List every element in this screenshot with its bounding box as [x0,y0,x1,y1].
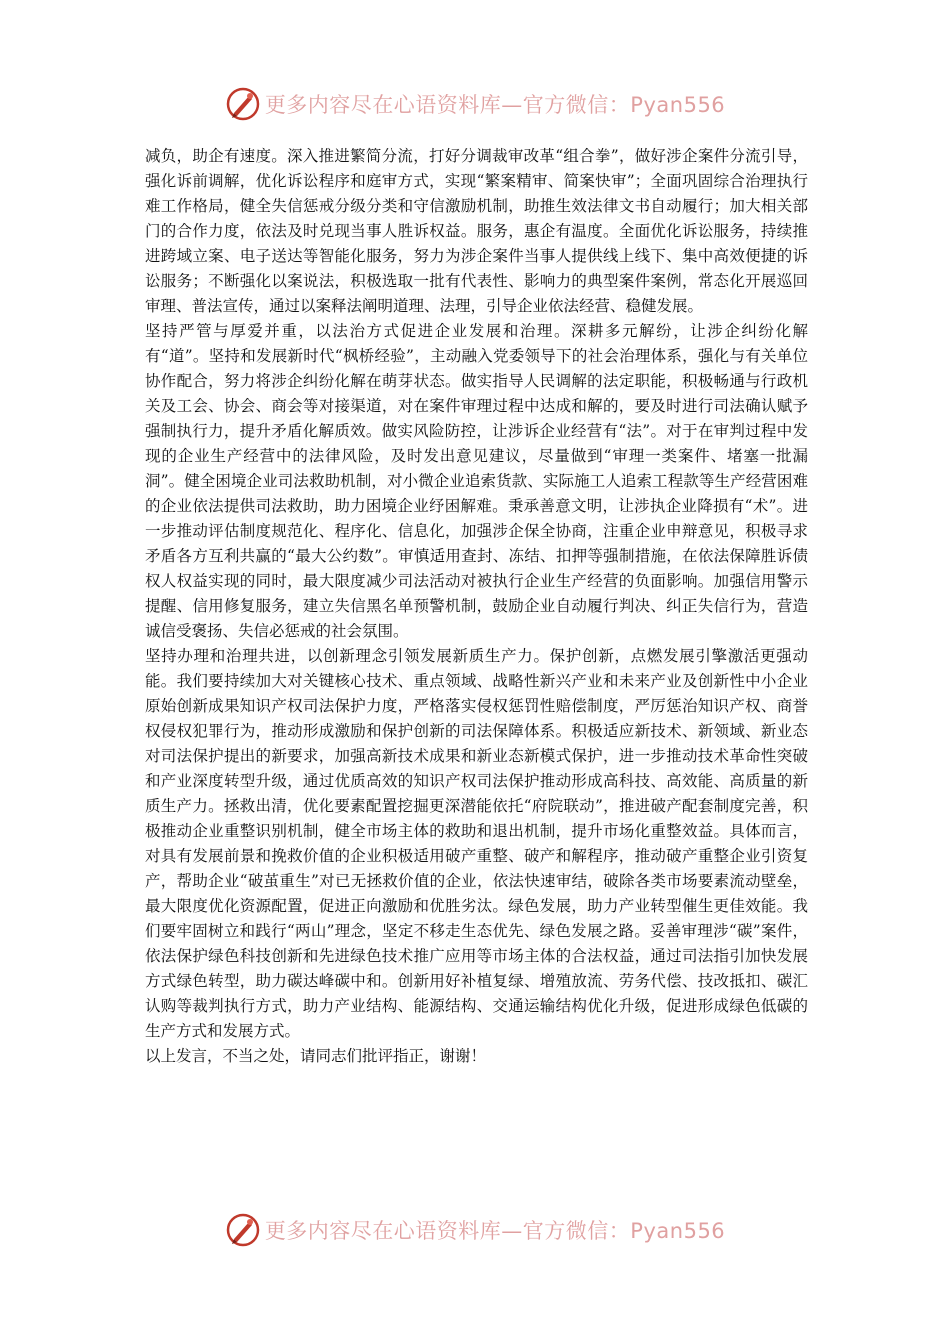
paragraph-3: 坚持办理和治理共进，以创新理念引领发展新质生产力。保护创新，点燃发展引擎激活更强动能。我们要持续加大对关键核心技术、重点领域、战略性新兴产业和未来产业及创新性中小企业原始创新成果知识产权司法保护力度，严格落实侵权惩罚性赔偿制度，严厉惩治知识产权、商誉权侵权犯罪行为，推动形成激励和保护创新的司法保障体系。积极适应新技术、新领域、新业态对司法保护提出的新要求，加强高新技术成果和新业态新模式保护，进一步推动技术革命性突破和产业深度转型升级，通过优质高效的知识产权司法保护推动形成高科技、高效能、高质量的新质生产力。拯救出清，优化要素配置挖掘更深潜能依托“府院联动”，推进破产配套制度完善，积极推动企业重整识别机制，健全市场主体的救助和退出机制，提升市场化重整效益。具体而言，对具有发展前景和挽救价值的企业积极适用破产重整、破产和解程序，推动破产重整企业引资复产，帮助企业“破茧重生”对已无拯救价值的企业，依法快速审结，破除各类市场要素流动壁垒，最大限度优化资源配置，促进正向激励和优胜劣汰。绿色发展，助力产业转型催生更佳效能。我们要牢固树立和践行“两山”理念，坚定不移走生态优先、绿色发展之路。妥善审理涉“碳”案件，依法保护绿色科技创新和先进绿色技术推广应用等市场主体的合法权益，通过司法指引加快发展方式绿色转型，助力碳达峰碳中和。创新用好补植复绿、增殖放流、劳务代偿、技改抵扣、碳汇认购等裁判执行方式，助力产业结构、能源结构、交通运输结构优化升级，促进形成绿色低碳的生产方式和发展方式。 [145,647,808,1040]
paragraph-closing: 以上发言，不当之处，请同志们批评指正，谢谢！ [145,1047,487,1065]
paragraph-1: 减负，助企有速度。深入推进繁简分流，打好分调裁审改革“组合拳”，做好涉企案件分流引导，强化诉前调解，优化诉讼程序和庭审方式，实现“繁案精审、简案快审”；全面巩固综合治理执行难工作格局，健全失信惩戒分级分类和守信激励机制，助推生效法律文书自动履行；加大相关部门的合作力度，依法及时兑现当事人胜诉权益。服务，惠企有温度。全面优化诉讼服务，持续推进跨域立案、电子送达等智能化服务，努力为涉企案件当事人提供线上线下、集中高效便捷的诉讼服务；不断强化以案说法，积极选取一批有代表性、影响力的典型案件案例，常态化开展巡回审理、普法宣传，通过以案释法阐明道理、法理，引导企业依法经营、稳健发展。 [145,147,808,315]
footer-watermark [0,1210,950,1250]
watermark-text: 更多内容尽在心语资料库—官方微信：Pyan556 [264,93,726,117]
document-body [145,144,808,1069]
header-watermark [0,84,950,124]
pen-logo-icon [225,86,261,122]
pen-logo-icon [225,1212,261,1248]
watermark-text: 更多内容尽在心语资料库—官方微信：Pyan556 [264,1219,726,1243]
paragraph-2: 坚持严管与厚爱并重，以法治方式促进企业发展和治理。深耕多元解纷，让涉企纠纷化解有“道”。坚持和发展新时代“枫桥经验”，主动融入党委领导下的社会治理体系，强化与有关单位协作配合，努力将涉企纠纷化解在萌芽状态。做实指导人民调解的法定职能，积极畅通与行政机关及工会、协会、商会等对接渠道，对在案件审理过程中达成和解的，要及时进行司法确认赋予强制执行力，提升矛盾化解质效。做实风险防控，让涉诉企业经营有“法”。对于在审判过程中发现的企业生产经营中的法律风险，及时发出意见建议，尽量做到“审理一类案件、堵塞一批漏洞”。健全困境企业司法救助机制，对小微企业追索货款、实际施工人追索工程款等生产经营困难的企业依法提供司法救助，助力困境企业纾困解难。秉承善意文明，让涉执企业降损有“术”。进一步推动评估制度规范化、程序化、信息化，加强涉企保全协商，注重企业申辩意见，积极寻求矛盾各方互利共赢的“最大公约数”。审慎适用查封、冻结、扣押等强制措施，在依法保障胜诉债权人权益实现的同时，最大限度减少司法活动对被执行企业生产经营的负面影响。加强信用警示提醒、信用修复服务，建立失信黑名单预警机制，鼓励企业自动履行判决、纠正失信行为，营造诚信受褒扬、失信必惩戒的社会氛围。 [145,322,808,640]
